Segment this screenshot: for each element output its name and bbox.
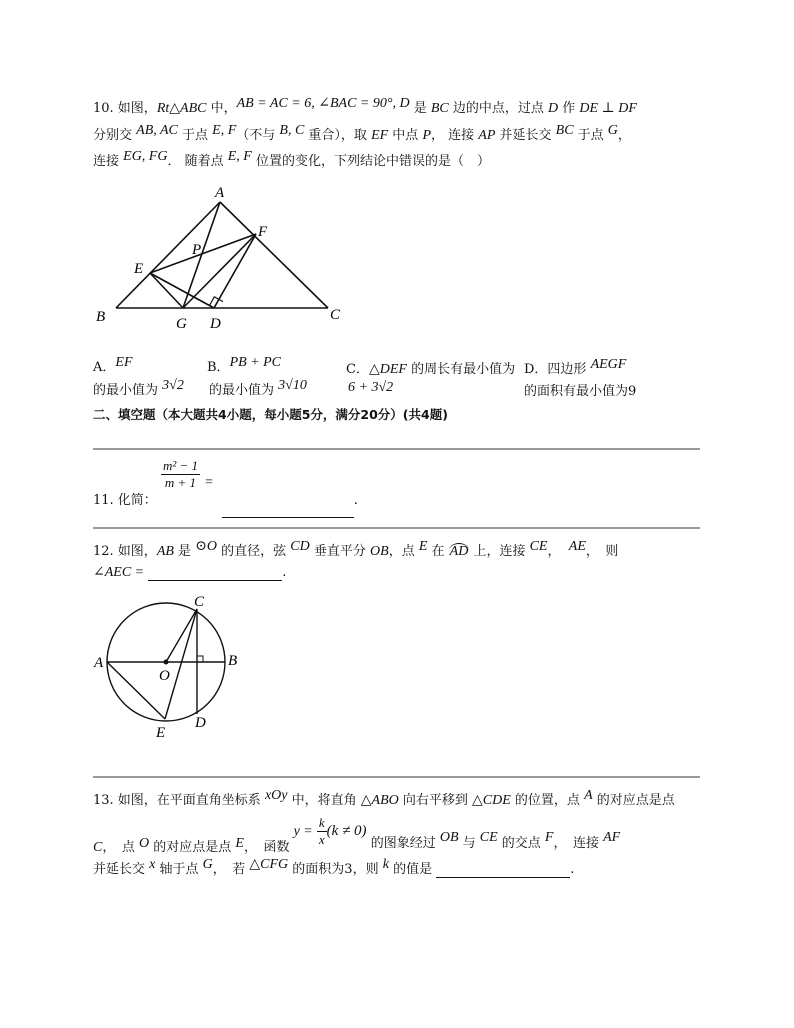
segment-ae	[107, 662, 165, 719]
q10-math: BC	[430, 101, 449, 116]
segment-ag	[183, 202, 220, 308]
q10-line2	[93, 124, 631, 144]
q12-math: CE	[529, 539, 548, 554]
q10-math: P	[422, 128, 431, 143]
q10-text: 中，	[206, 101, 237, 116]
label-a: A	[94, 655, 104, 671]
q10-math: E, F	[212, 123, 237, 138]
q10-line1	[93, 97, 637, 117]
q11-numerator: m² − 1	[162, 458, 199, 473]
q13-math: x	[149, 857, 156, 872]
q10-text: 连接	[93, 154, 124, 169]
q13-text: 的对应点是点	[149, 840, 236, 855]
divider	[93, 776, 700, 778]
q13-math: AF	[603, 830, 621, 845]
q10-math: EF	[371, 128, 389, 143]
center-point-o	[164, 660, 169, 665]
option-a-value: 3√2	[162, 378, 184, 393]
q10-text: 于点	[573, 128, 608, 143]
q10-math: AB, AC	[136, 123, 178, 138]
q13-math: k	[382, 857, 389, 872]
q13-text: 轴于点	[155, 862, 203, 877]
q13-text: 的图象经过	[366, 836, 440, 851]
option-b-math: PB + PC	[229, 355, 282, 370]
q12-text: 是	[173, 544, 196, 559]
q10-math: E, F	[227, 149, 252, 164]
q13-text: 与	[458, 836, 480, 851]
q10-triangle-figure	[90, 178, 350, 338]
q13-math: E	[235, 836, 244, 851]
q13-text: 的值是	[388, 862, 433, 877]
q13-text: 的对应点是点	[592, 793, 675, 808]
q12-arc-ad: AD	[449, 544, 469, 559]
q10-option-b-line2	[209, 379, 307, 399]
q10-text: 重合），取	[304, 128, 372, 143]
q11-answer-blank[interactable]	[222, 505, 354, 518]
option-b-letter: B．	[207, 360, 230, 375]
q10-text: ． 随着点	[167, 154, 228, 169]
option-b-text: 的最小值为	[209, 383, 279, 398]
q13-numerator: k	[318, 815, 325, 830]
q10-option-a-line2	[93, 379, 184, 399]
q11-fraction	[161, 458, 200, 491]
q13-text: 的面积为3，则	[288, 862, 383, 877]
q12-answer-blank[interactable]	[148, 568, 282, 581]
option-c-text: 的周长有最小值为	[406, 362, 516, 377]
option-a-letter: A．	[93, 360, 116, 375]
q10-math: BC	[555, 123, 574, 138]
q12-text: ， 则	[585, 544, 619, 559]
label-d: D	[195, 715, 206, 731]
q10-text: 作	[558, 101, 580, 116]
q10-option-c	[346, 358, 515, 378]
label-d: D	[210, 316, 221, 332]
label-e: E	[156, 725, 166, 741]
q10-text: （不与	[236, 128, 280, 143]
q10-option-d-line2	[524, 380, 636, 399]
q13-text: ， 若	[212, 862, 250, 877]
q12-line2	[93, 564, 286, 581]
q10-line3	[93, 150, 490, 170]
q12-text: 垂直平分	[309, 544, 371, 559]
divider	[93, 527, 700, 529]
q12-line1	[93, 540, 618, 560]
q12-math: AB	[156, 544, 174, 559]
q10-option-b	[207, 356, 281, 376]
q13-line3	[93, 858, 574, 878]
label-f: F	[258, 224, 268, 240]
q13-math: O	[138, 836, 150, 851]
segment-ce	[165, 609, 197, 719]
right-angle-mark	[197, 656, 203, 662]
option-d-math: AEGF	[590, 357, 627, 372]
q10-text: 并延长交	[495, 128, 556, 143]
q13-fraction	[317, 815, 327, 848]
q10-math: AB = AC = 6, ∠BAC = 90°, D	[236, 96, 410, 111]
label-a: A	[215, 185, 225, 201]
q13-denominator: x	[318, 832, 325, 847]
q13-text: 中，将直角	[287, 793, 361, 808]
segment-ef	[150, 234, 256, 273]
q13-math: C	[93, 840, 103, 855]
q13-math: F	[544, 830, 554, 845]
q12-math: ⊙O	[195, 539, 218, 554]
label-e: E	[134, 261, 144, 277]
q10-text: 于点	[177, 128, 213, 143]
option-d-text: 的面积有最小值为9	[524, 384, 637, 399]
label-b: B	[228, 653, 238, 669]
segment-ed	[150, 273, 214, 308]
q12-math: E	[418, 539, 428, 554]
q10-text: 中点	[388, 128, 423, 143]
q13-end: .	[570, 862, 575, 877]
q12-circle-figure	[90, 592, 260, 742]
q11-equals: =	[204, 475, 214, 490]
q13-text: ， 连接	[553, 836, 604, 851]
q13-text: 并延长交	[93, 862, 150, 877]
q10-math: DE ⊥ DF	[579, 101, 637, 116]
q10-text: 位置的变化，下列结论中错误的是（ ）	[251, 154, 490, 169]
q12-math: OB	[370, 544, 389, 559]
segment-eg	[150, 273, 183, 308]
q13-answer-blank[interactable]	[436, 865, 570, 878]
q12-text: ，点	[388, 544, 419, 559]
q13-condition: (k ≠ 0)	[326, 823, 367, 839]
label-b: B	[96, 309, 106, 325]
q13-text: 的交点	[497, 836, 545, 851]
q10-math: AP	[478, 128, 496, 143]
section-header: 二、填空题（本大题共4小题，每小题5分，满分20分）(共4题)	[93, 407, 448, 422]
q10-text: ，	[617, 128, 631, 143]
option-a-math: EF	[115, 355, 133, 370]
q11-label: 11. 化简：	[93, 493, 157, 508]
q13-text: 向右平移到	[398, 793, 473, 808]
q13-math: OB	[439, 830, 459, 845]
label-c: C	[194, 594, 205, 610]
q10-text: 10. 如图，	[93, 101, 157, 116]
q11	[93, 458, 358, 508]
q10-math: G	[607, 123, 618, 138]
q13-text: ， 函数	[243, 840, 294, 855]
option-a-text: 的最小值为	[93, 383, 163, 398]
q13-text: ， 点	[102, 840, 139, 855]
q10-option-d	[524, 358, 626, 378]
q13-math: G	[202, 857, 213, 872]
q13-math: △CFG	[249, 857, 289, 872]
q12-text: 的直径，弦	[217, 544, 291, 559]
q12-text: 在	[427, 544, 449, 559]
segment-oc	[166, 609, 197, 662]
label-c: C	[330, 307, 341, 323]
q12-math: AE	[568, 539, 586, 554]
q10-text: ， 连接	[431, 128, 479, 143]
q13-text: 的位置，点	[510, 793, 585, 808]
option-d-letter: D．四边形	[524, 362, 591, 377]
q12-text: 12. 如图，	[93, 544, 157, 559]
q10-math: Rt△ABC	[156, 101, 207, 116]
q12-text: 上，连接	[469, 544, 530, 559]
q11-end: .	[353, 493, 358, 508]
q13-math: △ABO	[360, 793, 399, 808]
q12-math: CD	[290, 539, 310, 554]
q12-text: ，	[547, 544, 561, 559]
q10-math: B, C	[279, 123, 305, 138]
q13-line1	[93, 789, 675, 809]
option-c-value: 6 + 3√2	[348, 380, 394, 395]
q12-angle-aec: ∠AEC =	[93, 565, 145, 580]
q10-text: 边的中点，过点	[448, 101, 548, 116]
q10-text: 分别交	[93, 128, 137, 143]
q13-math: xOy	[264, 788, 288, 803]
q10-option-c-line2	[348, 380, 393, 396]
q13-math: CE	[479, 830, 498, 845]
q13-text: 13. 如图，在平面直角坐标系	[93, 793, 265, 808]
option-b-value: 3√10	[278, 378, 307, 393]
q10-math: EG, FG	[123, 149, 168, 164]
q10-option-a	[93, 356, 133, 376]
label-g: G	[176, 316, 187, 332]
q13-function-y: y =	[293, 824, 313, 839]
option-c-math: △DEF	[368, 362, 407, 377]
q10-math: D	[548, 101, 559, 116]
label-o: O	[159, 668, 170, 684]
label-p: P	[192, 242, 202, 258]
q13-math: △CDE	[472, 793, 511, 808]
q11-denominator: m + 1	[164, 475, 197, 490]
q12-end: .	[282, 565, 287, 580]
option-c-letter: C．	[346, 362, 369, 377]
q10-text: 是	[409, 101, 431, 116]
q13-line2	[93, 815, 621, 855]
q13-math: A	[584, 788, 593, 803]
divider	[93, 448, 700, 450]
